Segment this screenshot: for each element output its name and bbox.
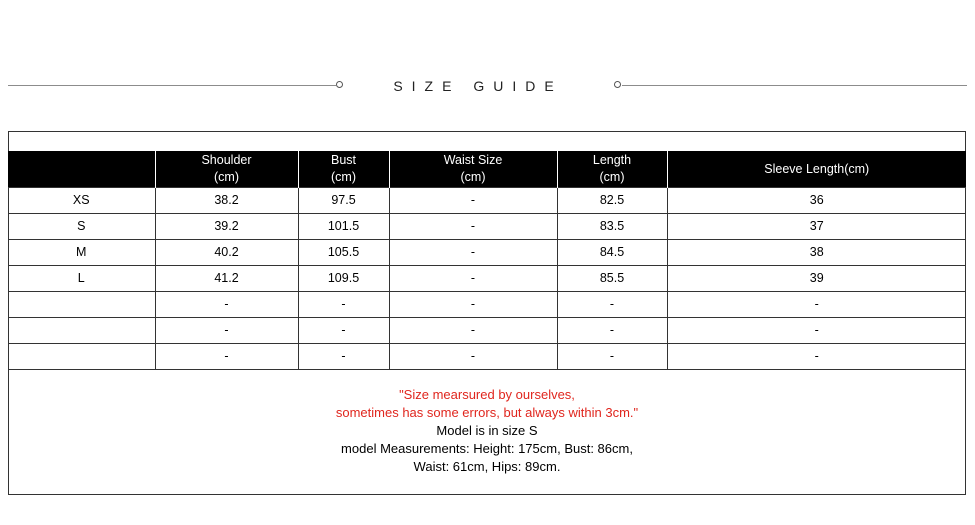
table-cell: - [389,214,557,240]
table-cell: 41.2 [155,266,298,292]
table-cell: - [557,344,667,370]
table-row [8,266,966,292]
size-label-cell: L [8,266,155,292]
table-cell: - [389,266,557,292]
page-title: SIZE GUIDE [393,78,563,94]
table-cell: - [298,318,389,344]
table-cell: 36 [667,188,966,214]
size-guide-title-row [0,76,975,96]
table-row [8,292,966,318]
table-cell: 85.5 [557,266,667,292]
header-size [8,151,155,188]
header-length: Length (cm) [557,151,667,188]
disclaimer-line-1: "Size mearsured by ourselves, [399,387,575,402]
size-label-cell [8,318,155,344]
table-cell: 39 [667,266,966,292]
table-row [8,188,966,214]
header-shoulder: Shoulder (cm) [155,151,298,188]
table-cell: - [298,292,389,318]
table-row [8,318,966,344]
title-divider-left [8,85,336,86]
table-cell: - [667,318,966,344]
table-cell: 105.5 [298,240,389,266]
header-waist: Waist Size (cm) [389,151,557,188]
table-cell: - [389,292,557,318]
size-table [8,151,966,370]
table-cell: - [557,292,667,318]
table-cell: - [389,344,557,370]
circle-ornament-icon [614,81,621,88]
table-cell: - [298,344,389,370]
model-measurements-line-1: model Measurements: Height: 175cm, Bust: 86cm, [341,441,633,456]
table-cell: 83.5 [557,214,667,240]
model-size: Model is in size S [436,423,538,438]
table-cell: 101.5 [298,214,389,240]
table-cell: 84.5 [557,240,667,266]
disclaimer-line-2: sometimes has some errors, but always within 3cm." [335,405,639,420]
size-label-cell: S [8,214,155,240]
table-cell: 38.2 [155,188,298,214]
table-cell: - [389,318,557,344]
table-row [8,214,966,240]
table-cell: 39.2 [155,214,298,240]
size-label-cell [8,344,155,370]
table-cell: - [389,188,557,214]
table-cell: 109.5 [298,266,389,292]
model-measurements-line-2: Waist: 61cm, Hips: 89cm. [413,459,561,474]
table-cell: 37 [667,214,966,240]
table-cell: - [667,292,966,318]
circle-ornament-icon [336,81,343,88]
title-divider-right [622,85,967,86]
table-row [8,240,966,266]
header-sleeve-length: Sleeve Length(cm) [667,151,966,188]
size-notes [8,386,966,476]
table-cell: 40.2 [155,240,298,266]
table-cell: - [155,318,298,344]
table-cell: - [155,292,298,318]
size-label-cell: XS [8,188,155,214]
table-cell: 38 [667,240,966,266]
table-cell: - [155,344,298,370]
size-label-cell [8,292,155,318]
table-cell: 97.5 [298,188,389,214]
table-cell: - [667,344,966,370]
table-cell: 82.5 [557,188,667,214]
table-row [8,344,966,370]
table-cell: - [557,318,667,344]
size-label-cell: M [8,240,155,266]
header-bust: Bust (cm) [298,151,389,188]
table-cell: - [389,240,557,266]
table-header-row [8,151,966,188]
